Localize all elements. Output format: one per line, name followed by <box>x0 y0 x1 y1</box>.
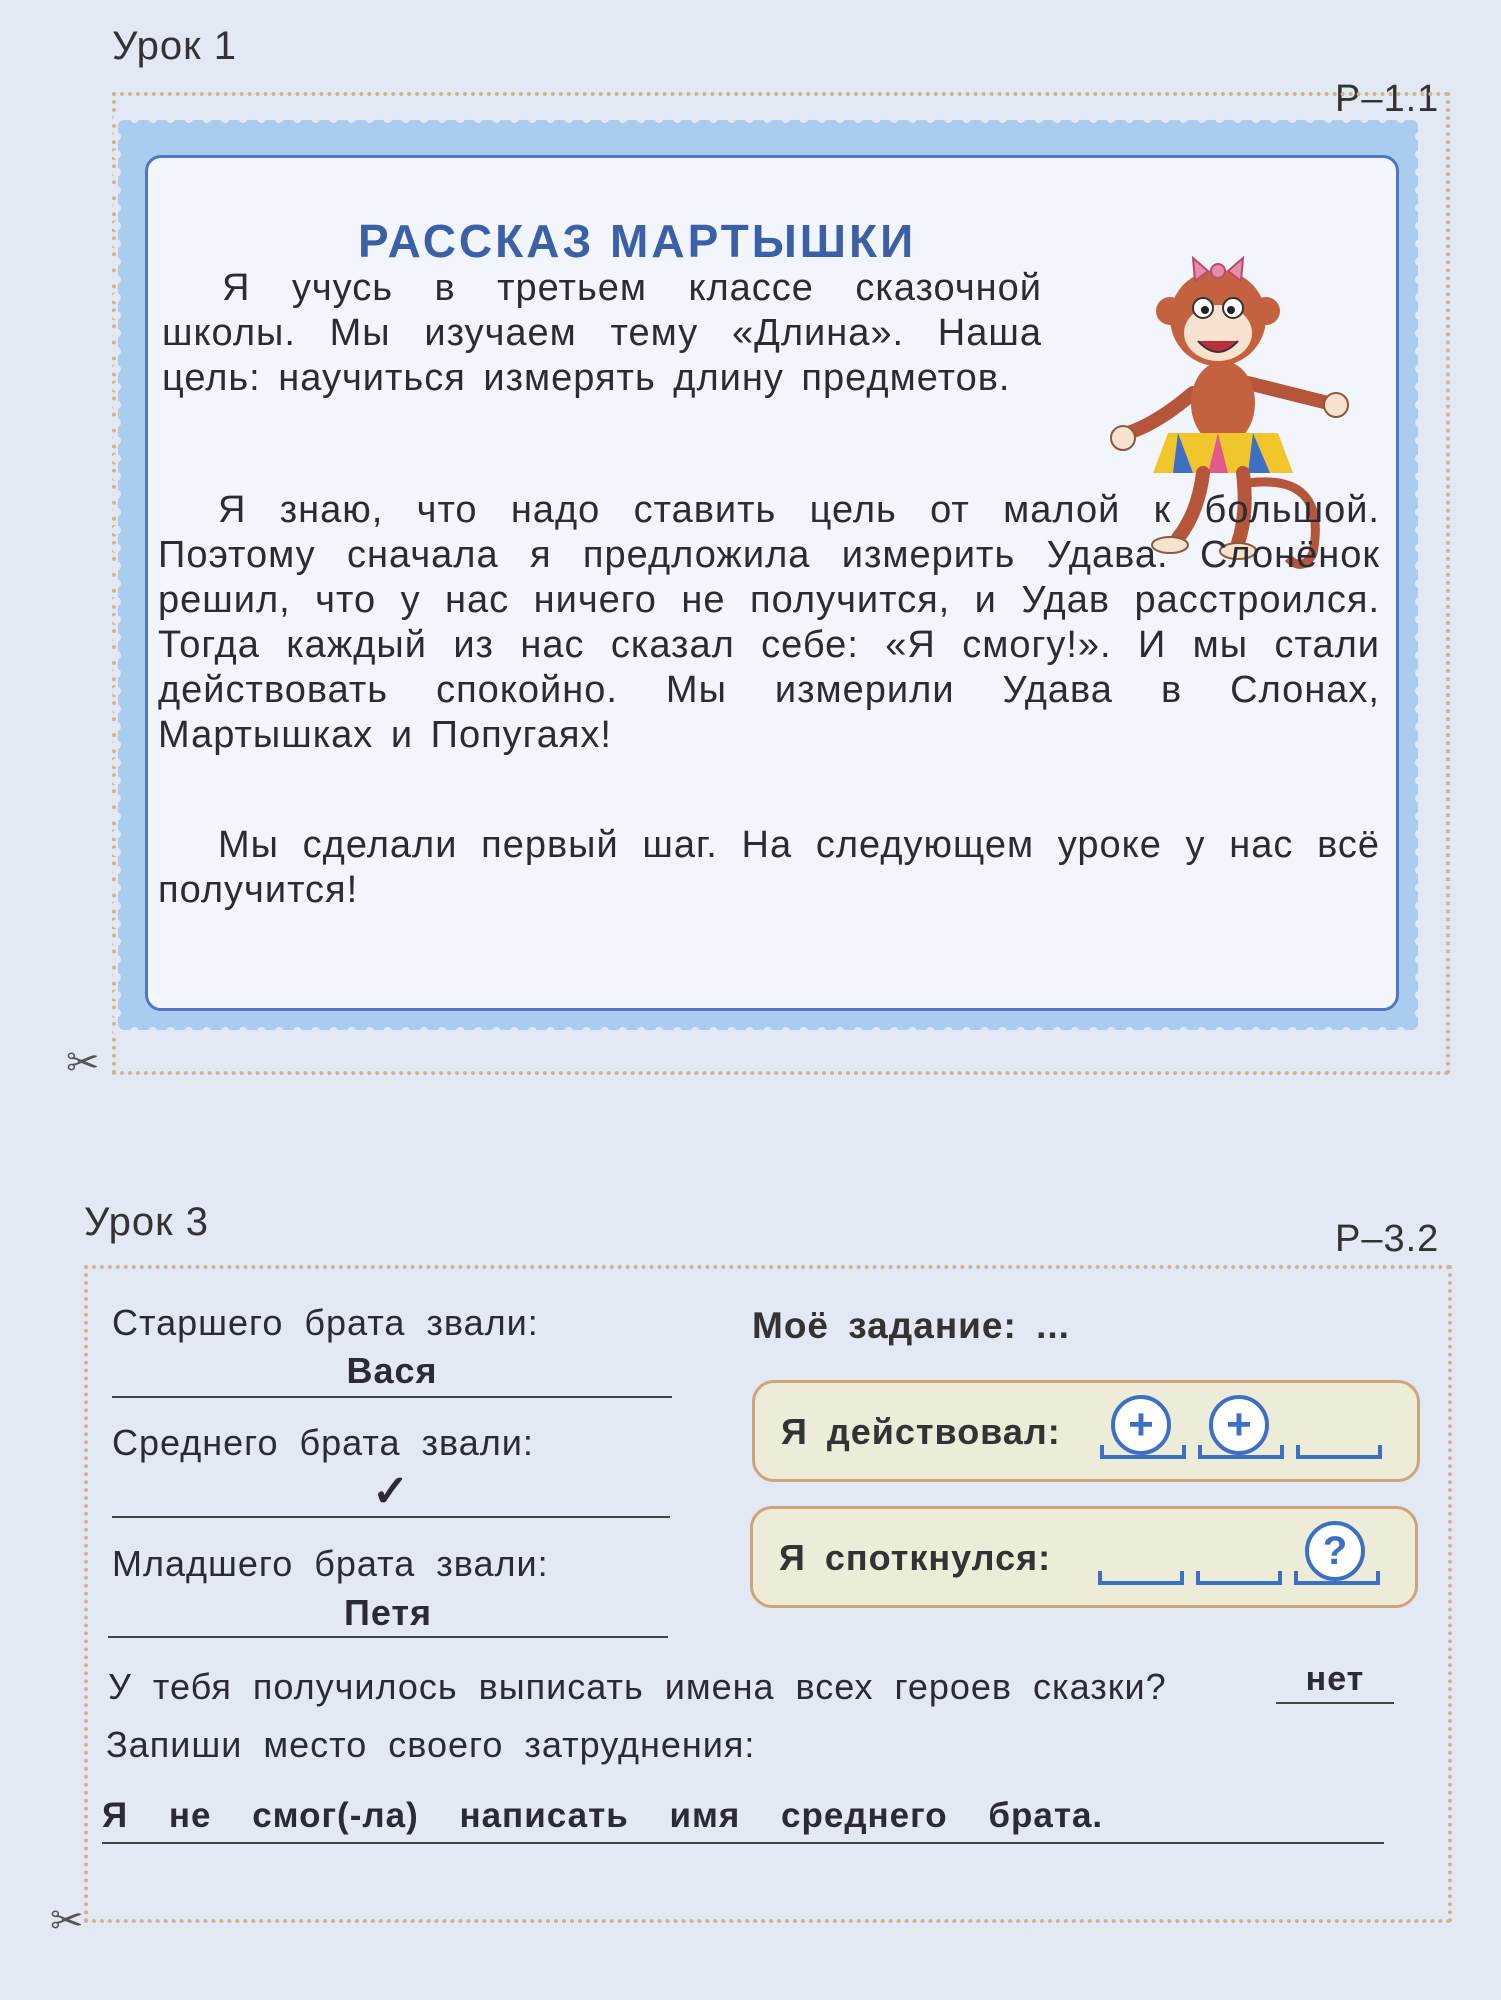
story-para-1 <box>162 266 1042 401</box>
older-brother-label: Старшего брата звали: <box>112 1302 539 1343</box>
acted-slot-3[interactable] <box>1296 1445 1382 1459</box>
story-paragraph: Я знаю, что надо ставить цель от малой к большой. Поэтому сначала я предложила измерить Удава. Слонёнок решил, что у нас ничего не получится, и Удав расстроился. Тогда каждый из нас сказал себе: «Я смогу!». И мы стали действовать спокойно. Мы измерили Удава в Слонах, Мартышках и Попугаях! <box>158 489 1380 756</box>
lesson-1-label: Урок 1 <box>112 24 237 68</box>
acted-box <box>752 1380 1420 1482</box>
my-task-title: Моё задание: ... <box>752 1305 1070 1346</box>
story-para-3 <box>158 823 1380 913</box>
stumbled-slot-2[interactable] <box>1196 1571 1282 1585</box>
story-para-2 <box>158 488 1380 758</box>
plus-icon: + <box>1111 1395 1171 1455</box>
card-code-bottom: Р–3.2 <box>1335 1218 1440 1260</box>
scissors-icon-top: ✂ <box>66 1041 100 1085</box>
story-panel <box>145 155 1399 1011</box>
stumbled-box <box>750 1506 1418 1608</box>
plus-icon: + <box>1209 1395 1269 1455</box>
question-text: У тебя получилось выписать имена всех героев сказки? <box>108 1666 1167 1707</box>
question-icon: ? <box>1305 1521 1365 1581</box>
difficulty-answer[interactable]: Я не смог(-ла) написать имя среднего брата. <box>102 1796 1384 1844</box>
middle-brother-answer[interactable]: ✓ <box>112 1468 670 1518</box>
younger-brother-answer[interactable]: Петя <box>108 1592 668 1638</box>
story-paragraph: Я учусь в третьем классе сказочной школы. Мы изучаем тему «Длина». Наша цель: научиться измерять длину предметов. <box>162 267 1042 399</box>
story-paragraph: Мы сделали первый шаг. На следующем уроке у нас всё получится! <box>158 824 1380 911</box>
story-title: РАССКАЗ МАРТЫШКИ <box>358 215 917 267</box>
stumbled-label: Я споткнулся: <box>779 1537 1052 1578</box>
younger-brother-label: Младшего брата звали: <box>112 1543 549 1584</box>
lesson-3-label: Урок 3 <box>84 1200 209 1244</box>
acted-label: Я действовал: <box>781 1411 1061 1452</box>
question-answer[interactable]: нет <box>1276 1660 1394 1704</box>
stumbled-slot-1[interactable] <box>1098 1571 1184 1585</box>
difficulty-label: Запиши место своего затруднения: <box>106 1724 756 1765</box>
scissors-icon-bottom: ✂ <box>50 1899 84 1943</box>
older-brother-answer[interactable]: Вася <box>112 1350 672 1398</box>
card-code-top: Р–1.1 <box>1335 78 1440 120</box>
middle-brother-label: Среднего брата звали: <box>112 1422 534 1463</box>
